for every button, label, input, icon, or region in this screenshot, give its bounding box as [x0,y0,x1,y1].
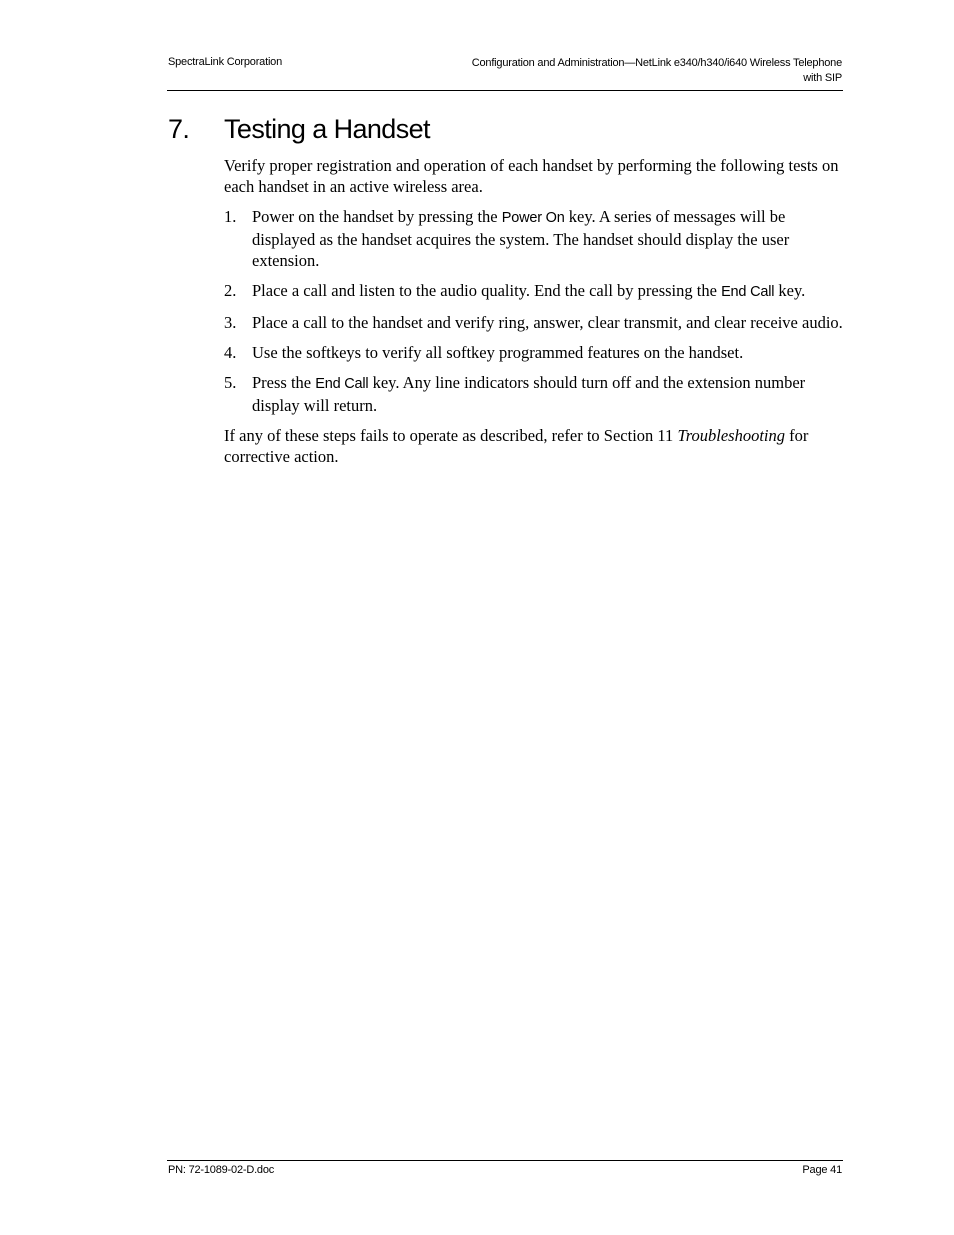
closing-text: If any of these steps fails to operate as described, refer to Section 11 [224,426,678,445]
section-reference: Troubleshooting [677,426,786,445]
step-text: Place a call and listen to the audio quality. End the call by pressing the [252,281,722,300]
intro-paragraph: Verify proper registration and operation of each handset by performing the following tests on each handset in an active wireless area. [224,156,839,196]
header-document-title [472,56,842,86]
footer-page-number: Page 41 [802,1164,842,1176]
page-footer [167,1160,843,1176]
header-document-title-line-2: with SIP [803,72,842,84]
step-text: Power on the handset by pressing the [252,207,502,226]
key-name: Power On [501,210,565,226]
step-text: key. Any line indicators should turn off and the extension number display will return. [252,373,806,415]
closing-paragraph [224,425,844,467]
footer-part-number: PN: 72-1089-02-D.doc [168,1164,275,1176]
step-text: Place a call to the handset and verify ring, answer, clear transmit, and clear receive audio. [252,313,843,332]
closing-text: for corrective action. [224,426,809,466]
test-step [224,280,844,303]
key-name: End Call [315,376,369,392]
step-number: 4. [224,343,237,362]
step-text: Use the softkeys to verify all softkey programmed features on the handset. [252,343,744,362]
step-number: 3. [224,313,237,332]
section-body [224,155,844,476]
section-heading [168,114,430,145]
step-text: key. A series of messages will be displayed as the handset acquires the system. The handset should display the user extension. [252,207,790,270]
step-number: 5. [224,373,237,392]
step-number: 1. [224,207,237,226]
key-name: End Call [721,284,775,300]
test-step [224,206,844,271]
test-steps-list [224,206,844,416]
test-step [224,312,844,333]
step-text: Press the [252,373,316,392]
section-number: 7. [168,114,190,144]
header-document-title-line-1: Configuration and Administration—NetLink e340/h340/i640 Wireless Telephone [471,57,842,69]
step-number: 2. [224,281,237,300]
test-step [224,372,844,416]
section-title: Testing a Handset [224,114,430,144]
header-company: SpectraLink Corporation [168,56,283,68]
step-text: key. [774,281,806,300]
test-step [224,342,844,363]
page-header [167,54,843,91]
